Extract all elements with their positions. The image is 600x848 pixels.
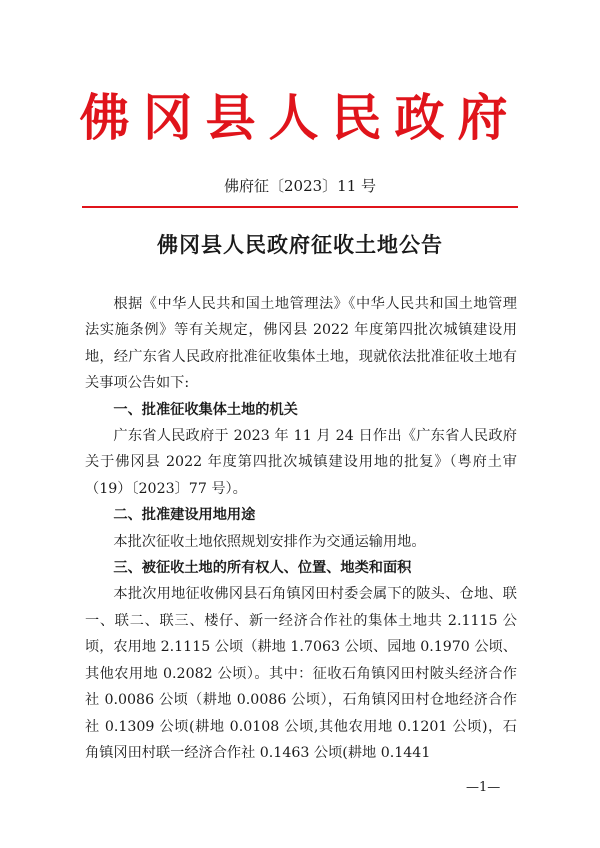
- document-number: 佛府征〔2023〕11 号: [223, 177, 377, 195]
- red-divider-line: [82, 206, 518, 208]
- section-body-ownership-location-area: 本批次用地征收佛冈县石角镇冈田村委会属下的陂头、仓地、联一、联二、联三、楼仔、新一经济合作社的集体土地共 2.1115 公顷，农用地 2.1115 公顷（耕地 1.7063 公顷、园地 0.1970 公顷、其他农用地 0.2082 公顷）。其中：征收石角镇冈田村陂头经济合作社 0.0086 公顷（耕地 0.0086 公顷），石角镇冈田村仓地经济合作社 0.1309 公顷(耕地 0.0108 公顷,其他农用地 0.1201 公顷)，石角镇冈田村联一经济合作社 0.1463 公顷(耕地 0.1441: [85, 586, 517, 761]
- section-body-approval-authority: 广东省人民政府于 2023 年 11 月 24 日作出《广东省人民政府关于佛冈县 2022 年度第四批次城镇建设用地的批复》（粤府土审（19）〔2023〕77 号）。: [85, 428, 517, 497]
- section-heading-approval-authority: 一、批准征收集体土地的机关: [113, 401, 298, 418]
- notice-body: [85, 291, 517, 766]
- notice-title: 佛冈县人民政府征收土地公告: [157, 232, 443, 257]
- section-body-land-use: 本批次征收土地依照规划安排作为交通运输用地。: [113, 533, 426, 550]
- intro-paragraph: 根据《中华人民共和国土地管理法》《中华人民共和国土地管理法实施条例》等有关规定，佛冈县 2022 年度第四批次城镇建设用地，经广东省人民政府批准征收集体土地，现就依法批准征收土地有关事项公告如下:: [85, 296, 517, 392]
- page-number: —1—: [466, 780, 501, 795]
- section-heading-ownership-location-area: 三、被征收土地的所有权人、位置、地类和面积: [113, 560, 412, 577]
- section-heading-land-use: 二、批准建设用地用途: [113, 507, 256, 524]
- issuer-masthead: 佛冈县人民政府: [79, 88, 521, 147]
